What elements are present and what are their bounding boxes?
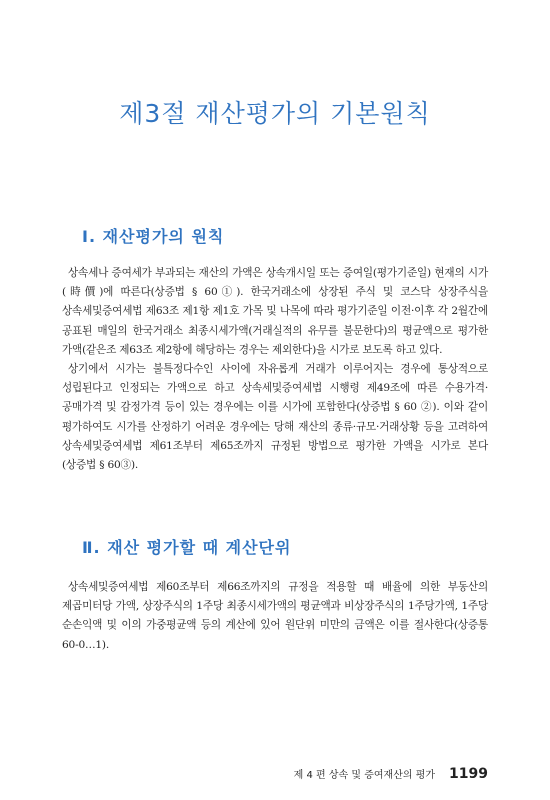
section-heading-2: Ⅱ. 재산 평가할 때 계산단위	[82, 538, 292, 557]
section-1-paragraph-2: 상기에서 시가는 불특정다수인 사이에 자유롭게 거래가 이루어지는 경우에 통상적으로 성립된다고 인정되는 가액으로 하고 상속세및증여세법 시행령 제49조에 따른 수용가격·공매가격 및 감정가격 등이 있는 경우에는 이를 시가에 포함한다(상증법 § 60 ②). 이와 같이 평가하여도 시가를 산정하기 어려운 경우에는 당해 재산의 종류·규모·거래상황 등을 고려하여 상속세및증여세법 제61조부터 제65조까지 규정된 방법으로 평가한 가액을 시가로 본다(상증법 § 60③).	[62, 363, 488, 472]
section-2-paragraph-1: 상속세및증여세법 제60조부터 제66조까지의 규정을 적용할 때 배율에 의한 부동산의 제곱미터당 가액, 상장주식의 1주당 최종시세가액의 평균액과 비상장주식의 1주당가액, 1주당 순손익액 및 이의 가중평균액 등의 계산에 있어 원단위 미만의 금액은 이를 절사한다(상증통 60-0…1).	[62, 581, 488, 651]
section-heading-1: Ⅰ. 재산평가의 원칙	[82, 227, 225, 246]
footer-part-title: 제 4 편 상속 및 증여재산의 평가	[293, 770, 436, 781]
page-footer	[294, 766, 488, 782]
chapter-title: 제3절 재산평가의 기본원칙	[119, 99, 431, 128]
section-1-paragraph-1: 상속세나 증여세가 부과되는 재산의 가액은 상속개시일 또는 증여일(평가기준일) 현재의 시가(時價)에 따른다(상증법 § 60①). 한국거래소에 상장된 주식 및 코스닥 상장주식을 상속세및증여세법 제63조 제1항 제1호 가목 및 나목에 따라 평가기준일 이전·이후 각 2월간에 공표된 매일의 한국거래소 최종시세가액(거래실적의 유무를 불문한다)의 평균액으로 평가한 가액(같은조 제63조 제2항에 해당하는 경우는 제외한다)을 시가로 보도록 하고 있다.	[62, 267, 488, 356]
page-number: 1199	[449, 766, 488, 782]
